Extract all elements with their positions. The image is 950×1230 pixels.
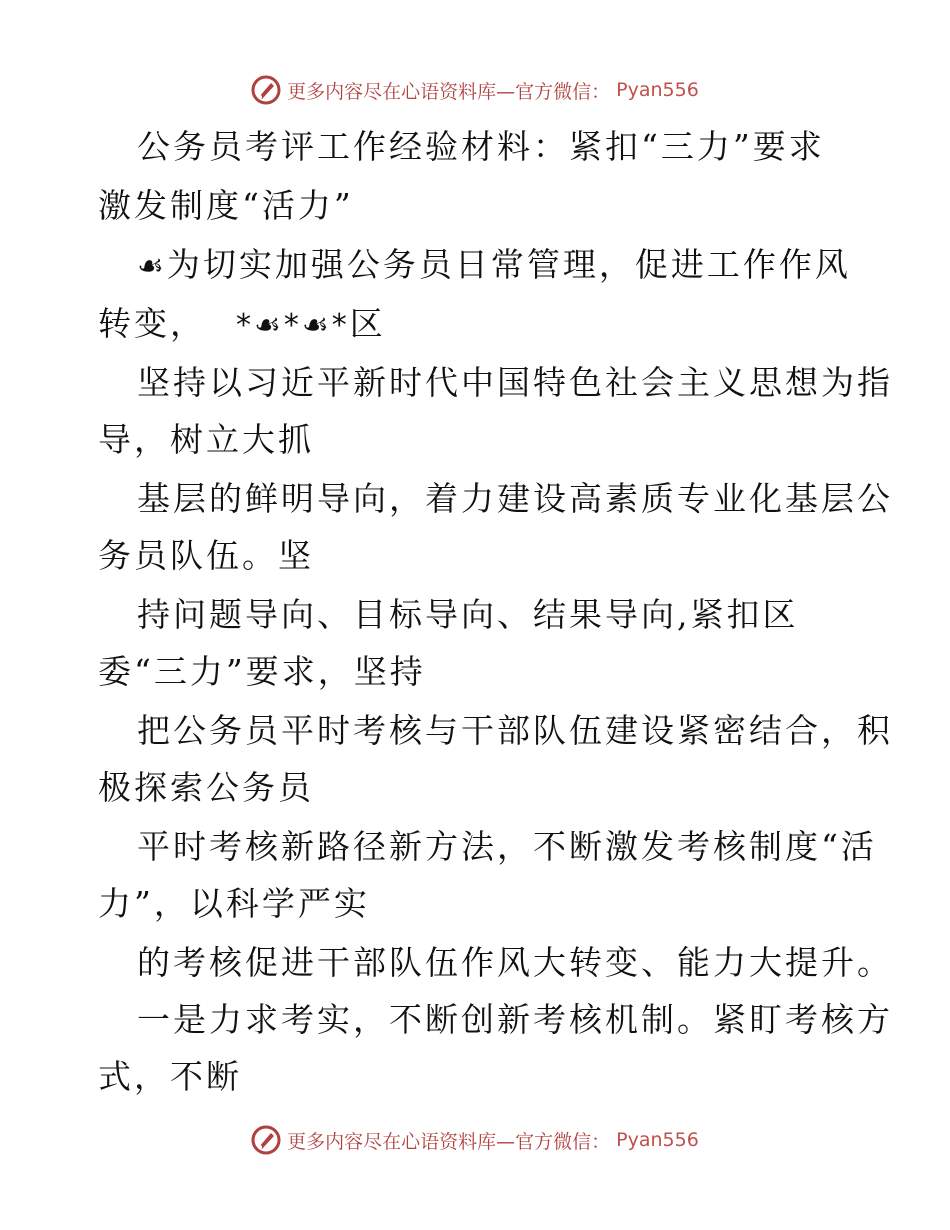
brush-pen-logo-icon	[251, 1125, 281, 1155]
footer-banner	[0, 1120, 950, 1160]
paragraph-line: 持问题导向、目标导向、结果导向,紧扣区	[137, 595, 799, 634]
footer-banner-text: 更多内容尽在心语资料库—官方微信：	[287, 1130, 611, 1153]
paragraph-line: 平时考核新路径新方法，不断激发考核制度“活	[137, 827, 877, 866]
paragraph-line: 的考核促进干部队伍作风大转变、能力大提升。	[137, 943, 893, 982]
paragraph-line: 转变， *☙*☙*区	[98, 304, 386, 343]
fleuron-icon: ☙	[137, 249, 167, 284]
paragraph-line: 式，不断	[98, 1057, 242, 1096]
fleuron-sequence-icon: *☙*☙*	[236, 308, 350, 343]
paragraph-line: 一是力求考实，不断创新考核机制。紧盯考核方	[137, 1000, 893, 1039]
paragraph-line: 把公务员平时考核与干部队伍建设紧密结合，积	[137, 711, 893, 750]
paragraph-line: 务员队伍。坚	[98, 536, 314, 575]
header-banner-text: 更多内容尽在心语资料库—官方微信：	[287, 80, 611, 103]
paragraph-line: 基层的鲜明导向，着力建设高素质专业化基层公	[137, 479, 893, 518]
title-line-1: 公务员考评工作经验材料：紧扣“三力”要求	[137, 127, 825, 166]
footer-wechat-id: Pyan556	[616, 1129, 699, 1151]
title-line-2: 激发制度“活力”	[98, 186, 354, 225]
paragraph-line: ☙为切实加强公务员日常管理，促进工作作风	[137, 245, 851, 284]
paragraph-line: 委“三力”要求，坚持	[98, 652, 426, 691]
paragraph-line: 力”，以科学严实	[98, 884, 370, 923]
paragraph-line: 极探索公务员	[98, 768, 314, 807]
paragraph-line: 坚持以习近平新时代中国特色社会主义思想为指	[137, 363, 893, 402]
header-wechat-id: Pyan556	[616, 79, 699, 101]
paragraph-line: 导，树立大抓	[98, 420, 314, 459]
